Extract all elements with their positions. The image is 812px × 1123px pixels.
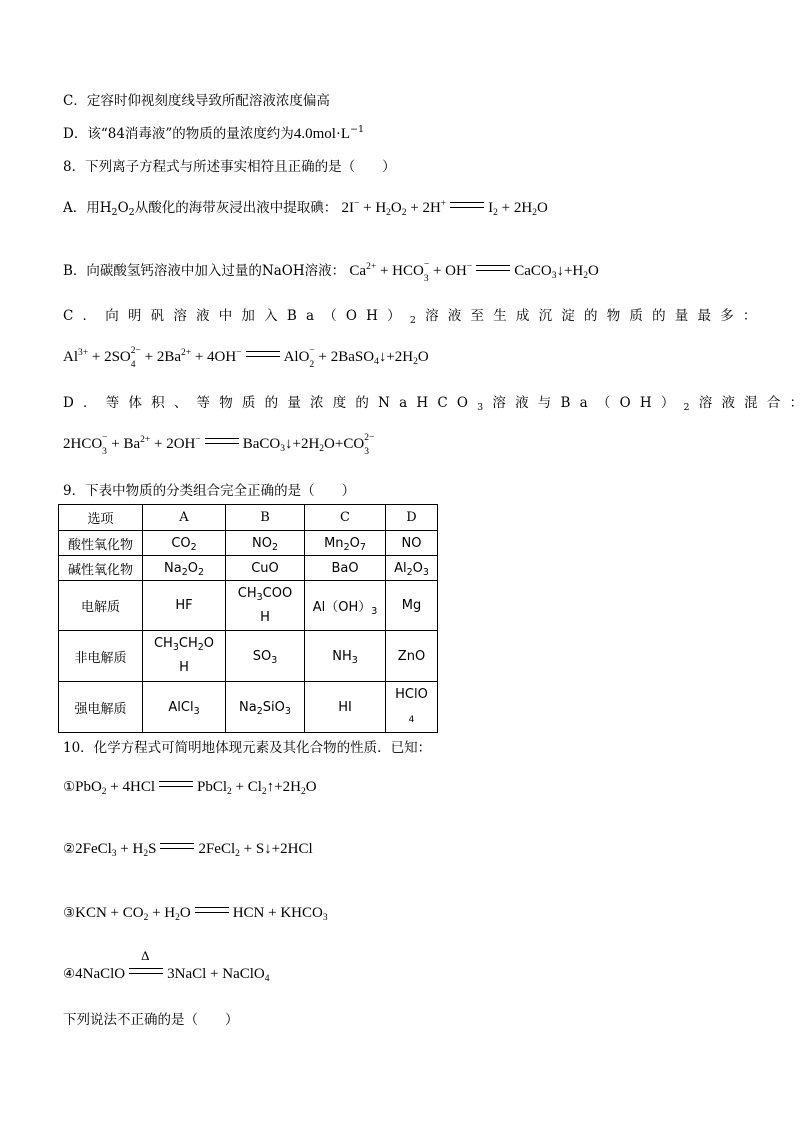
circled-3: ③ [63, 905, 76, 921]
cell-a-basic: $Na_2O_2$ [143, 556, 226, 581]
cell-c-acidic: $Mn_2O_7$ [305, 531, 386, 556]
q8-b-label: B．向碳酸氢钙溶液中加入过量的NaOH溶液： [63, 263, 346, 279]
row-label-acidic-oxide: 酸性氧化物 [59, 531, 143, 556]
th-b: B [226, 505, 305, 531]
row-label-electrolyte: 电解质 [59, 581, 143, 631]
q8-a-label2: O [117, 200, 129, 216]
q8-stem: 8．下列离子方程式与所述事实相符且正确的是（ ） [63, 159, 396, 175]
q10-reaction-4: ④4NaClO Δ 3NaCl + NaClO$_4$ [63, 948, 270, 984]
q8-option-c: C．向明矾溶液中加入$Ba(OH)_2$溶液至生成沉淀的物质的量最多： [63, 308, 766, 326]
cell-d-acidic: NO [386, 531, 438, 556]
q10-reaction-3: ③KCN + $CO_2 + H_2O$ HCN + $KHCO_3$ [63, 905, 328, 923]
q8-d-equation: 2HCO − $_3$ + $Ba^{2+} + 2OH^-$ $BaCO_3↓+2H_2O+CO$ $^{2-}$ $_3$ [63, 433, 375, 457]
cell-c-basic: BaO [305, 556, 386, 581]
q8-a-label3: 从酸化的海带灰浸出液中提取碘： [134, 200, 338, 216]
q7-option-d-text: D．该“84消毒液”的物质的量浓度约为 [63, 126, 294, 142]
q10-stem: 10．化学方程式可简明地体现元素及其化合物的性质．已知： [63, 740, 432, 756]
q10-question: 下列说法不正确的是（ ） [63, 1012, 239, 1028]
circled-2: ② [63, 841, 76, 857]
th-option: 选项 [59, 505, 143, 531]
q10-reaction-1: ①PbO$_2$ + 4HCl PbCl$_2$ + $Cl_2↑+2H_2O$ [63, 779, 317, 797]
cell-d-electrolyte: Mg [386, 581, 438, 631]
cell-b-nonelectrolyte: $SO_3$ [226, 631, 305, 682]
q8-d-label-end: 溶液混合： [698, 395, 812, 411]
cell-b-basic: CuO [226, 556, 305, 581]
row-label-basic-oxide: 碱性氧化物 [59, 556, 143, 581]
cell-c-strong: HI [305, 682, 386, 733]
th-c: C [305, 505, 386, 531]
cell-a-acidic: $CO_2$ [143, 531, 226, 556]
cell-b-acidic: $NO_2$ [226, 531, 305, 556]
circled-4: ④ [63, 966, 76, 982]
heat-symbol: Δ [141, 948, 150, 963]
q8-c-equation: $Al^{3+} + 2SO$ $^{2-}$ $_4$ + $2Ba^{2+} + 4OH^-$ AlO − $_2$ + $2BaSO_4↓+2H_2O$ [63, 346, 429, 370]
row-label-strong-electrolyte: 强电解质 [59, 682, 143, 733]
cell-a-nonelectrolyte: $CH_3CH_2O$ H [143, 631, 226, 682]
circled-1: ① [63, 779, 76, 795]
cell-c-nonelectrolyte: $NH_3$ [305, 631, 386, 682]
row-label-nonelectrolyte: 非电解质 [59, 631, 143, 682]
q8-option-a: A．用$H_2O_2$从酸化的海带灰浸出液中提取碘： $2I^- + H_2O_2 + 2H^+$ $I_2 + 2H_2O$ [63, 199, 548, 218]
q10-reaction-2: ②2FeCl$_3$ + $H_2S$ 2FeCl$_2$ + S↓+2HCl [63, 841, 313, 859]
q8-a-equation: $2I^- + H_2O_2 + 2H^+$ $I_2 + 2H_2O$ [341, 199, 548, 218]
q8-d-label-mid: 溶液与Ba（OH） [492, 395, 684, 411]
q8-d-label: D．等体积、等物质的量浓度的NaHCO [63, 395, 478, 411]
q7-option-d-value: 4.0mol·L [293, 126, 351, 142]
classification-table [58, 504, 438, 733]
q9-stem: 9．下表中物质的分类组合完全正确的是（ ） [63, 483, 356, 499]
q8-a-label: A．用H [63, 200, 112, 216]
q8-b-equation: $Ca^{2+}$ + HCO − $_3$ + OH− $CaCO_3↓+H_2O$ [349, 260, 599, 284]
cell-a-strong: AlCl$_3$ [143, 682, 226, 733]
cell-d-strong: HClO 4 [386, 682, 438, 733]
cell-d-nonelectrolyte: ZnO [386, 631, 438, 682]
cell-a-electrolyte: HF [143, 581, 226, 631]
q7-option-d-exp: −1 [350, 124, 365, 135]
q8-option-d: D．等体积、等物质的量浓度的NaHCO$_3$溶液与$Ba(OH)_2$溶液混合： [63, 395, 812, 413]
q8-c-label-end: 溶液至生成沉淀的物质的量最多： [425, 308, 766, 324]
q7-option-d [63, 125, 364, 143]
q8-c-label: C．向明矾溶液中加入Ba（OH） [63, 308, 410, 324]
th-d: D [386, 505, 438, 531]
cell-d-basic: $Al_2O_3$ [386, 556, 438, 581]
q7-option-c: C．定容时仰视刻度线导致所配溶液浓度偏高 [63, 93, 330, 109]
cell-c-electrolyte: $Al(OH)_3$ [305, 581, 386, 631]
cell-b-strong: $Na_2SiO_3$ [226, 682, 305, 733]
cell-b-electrolyte: $CH_3COO$ H [226, 581, 305, 631]
q8-option-b [63, 262, 599, 282]
th-a: A [143, 505, 226, 531]
